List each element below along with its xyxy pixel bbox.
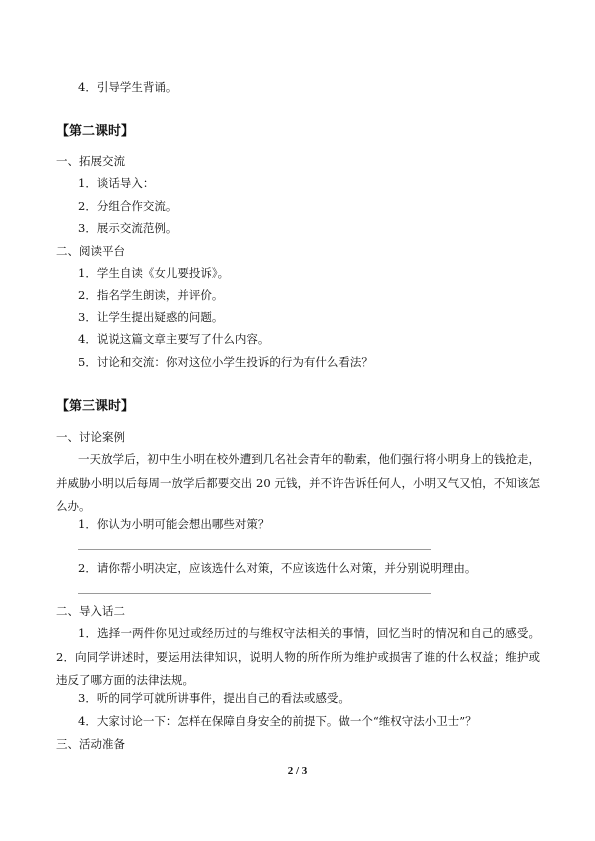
question-2: 2．请你帮小明决定，应该选什么对策，不应该选什么对策，并分别说明理由。: [78, 561, 477, 575]
list-item: 3．听的同学可就所讲事件，提出自己的看法或感受。: [78, 691, 350, 705]
list-item: 4．引导学生背诵。: [78, 80, 178, 94]
lesson-2-heading: 【第二课时】: [56, 124, 135, 139]
list-item: 3．让学生提出疑惑的问题。: [78, 310, 224, 324]
answer-line: [78, 593, 431, 594]
section-heading: 三、活动准备: [56, 737, 125, 751]
section-heading: 一、讨论案例: [56, 430, 125, 444]
list-item: 1．谈话导入：: [78, 176, 155, 190]
section-heading: 二、导入话二: [56, 604, 125, 618]
list-item: 4．说说这篇文章主要写了什么内容。: [78, 332, 270, 346]
page-number: 2 / 3: [287, 765, 308, 777]
list-item: 1．学生自读《女儿要投诉》。: [78, 266, 230, 280]
list-item: 2．分组合作交流。: [78, 199, 178, 213]
case-paragraph: 一天放学后，初中生小明在校外遭到几名社会青年的勒索，他们强行将小明身上的钱抢走，并威胁小明以后每周一放学后都要交出 20 元钱，并不许告诉任何人，小明又气又怕，不知该怎么办。: [56, 452, 540, 513]
lesson-3-heading: 【第三课时】: [56, 399, 135, 414]
list-item: 4．大家讨论一下：怎样在保障自身安全的前提下。做一个“维权守法小卫士”？: [78, 714, 477, 728]
list-item: 3．展示交流范例。: [78, 221, 178, 235]
activity-paragraph: 1．选择一两件你见过或经历过的与维权守法相关的事情，回忆当时的情况和自己的感受。2．向同学讲述时，要运用法律知识，说明人物的所作所为维护或损害了谁的什么权益；维护或违反了哪方面的法律法规。: [56, 626, 540, 687]
answer-line: [78, 549, 431, 550]
question-1: 1．你认为小明可能会想出哪些对策？: [78, 517, 270, 531]
list-item: 5．讨论和交流：你对这位小学生投诉的行为有什么看法？: [78, 355, 373, 369]
list-item: 2．指名学生朗读，并评价。: [78, 288, 224, 302]
section-heading: 一、拓展交流: [56, 154, 125, 168]
section-heading: 二、阅读平台: [56, 244, 125, 258]
